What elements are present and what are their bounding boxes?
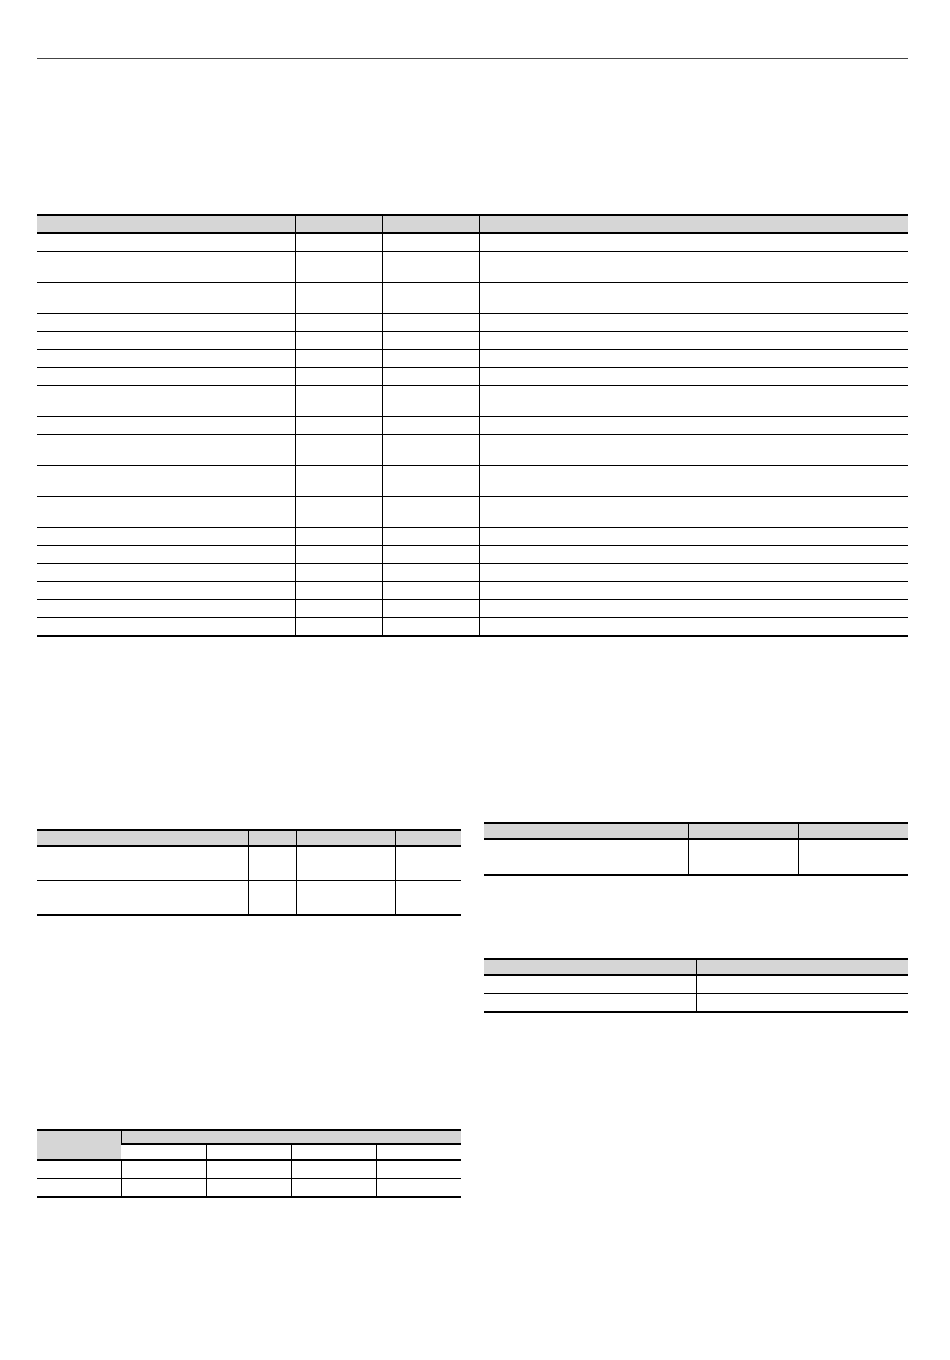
table-cell xyxy=(382,332,479,350)
table-cell xyxy=(479,582,908,600)
table-cell xyxy=(479,466,908,497)
table-cell xyxy=(37,314,295,332)
table-cell xyxy=(37,386,295,417)
table-cell xyxy=(295,332,382,350)
table-cell xyxy=(37,1160,121,1179)
table-row xyxy=(37,497,908,528)
table-cell xyxy=(376,1160,461,1179)
table-cell xyxy=(295,386,382,417)
table-row xyxy=(484,839,908,875)
table-cell xyxy=(295,233,382,252)
table-cell xyxy=(382,368,479,386)
table-cell xyxy=(479,528,908,546)
table-cell xyxy=(295,466,382,497)
header-cell xyxy=(37,830,248,846)
table-cell xyxy=(37,846,248,881)
header-cell xyxy=(798,823,908,839)
table-row xyxy=(37,283,908,314)
table-cell xyxy=(37,600,295,618)
table-cell xyxy=(295,618,382,637)
table-cell xyxy=(479,600,908,618)
table-cell xyxy=(295,497,382,528)
subheader-cell xyxy=(121,1144,206,1160)
table-cell xyxy=(382,435,479,466)
table-cell xyxy=(382,582,479,600)
table-cell xyxy=(37,564,295,582)
table-cell xyxy=(291,1179,376,1198)
table-cell xyxy=(479,386,908,417)
table-row xyxy=(37,1160,461,1179)
table-cell xyxy=(295,546,382,564)
header-cell xyxy=(382,215,479,233)
table-cell xyxy=(484,839,688,875)
table-cell xyxy=(479,368,908,386)
bottom-table xyxy=(37,1129,461,1198)
table-cell xyxy=(37,332,295,350)
table-header-row xyxy=(37,215,908,233)
table-cell xyxy=(296,846,395,881)
subheader-cell xyxy=(206,1144,291,1160)
table-cell xyxy=(295,564,382,582)
table-row xyxy=(37,846,461,881)
subheader-cell xyxy=(376,1144,461,1160)
table-cell xyxy=(295,252,382,283)
table-cell xyxy=(37,497,295,528)
table-row xyxy=(37,435,908,466)
table-cell xyxy=(479,314,908,332)
row-header-cell xyxy=(37,1130,121,1160)
table-cell xyxy=(382,528,479,546)
header-cell xyxy=(484,823,688,839)
table-cell xyxy=(376,1179,461,1198)
header-cell xyxy=(484,959,696,975)
header-cell xyxy=(696,959,908,975)
table-row xyxy=(37,466,908,497)
table-cell xyxy=(295,314,382,332)
subheader-cell xyxy=(291,1144,376,1160)
table-row xyxy=(37,1179,461,1198)
table-row xyxy=(37,252,908,283)
table-cell xyxy=(248,846,296,881)
table-row xyxy=(37,582,908,600)
header-cell xyxy=(295,215,382,233)
table-cell xyxy=(295,417,382,435)
table-cell xyxy=(295,528,382,546)
table-header-row xyxy=(37,830,461,846)
table-cell xyxy=(382,314,479,332)
header-cell xyxy=(248,830,296,846)
table-cell xyxy=(479,332,908,350)
table-row xyxy=(37,546,908,564)
table-cell xyxy=(37,1179,121,1198)
table-cell xyxy=(382,233,479,252)
table-cell xyxy=(37,435,295,466)
table-cell xyxy=(382,386,479,417)
table-cell xyxy=(121,1160,206,1179)
table-cell xyxy=(484,975,696,994)
table-row xyxy=(37,233,908,252)
table-cell xyxy=(479,435,908,466)
table-row xyxy=(37,618,908,637)
table-row xyxy=(37,564,908,582)
table-cell xyxy=(295,435,382,466)
table-cell xyxy=(37,283,295,314)
table-cell xyxy=(295,283,382,314)
table-cell xyxy=(121,1179,206,1198)
table-row xyxy=(37,386,908,417)
table-header-row xyxy=(484,823,908,839)
table-cell xyxy=(382,546,479,564)
header-cell xyxy=(688,823,798,839)
header-cell xyxy=(296,830,395,846)
table-cell xyxy=(382,618,479,637)
table-row xyxy=(37,417,908,435)
table-cell xyxy=(37,417,295,435)
table-cell xyxy=(37,368,295,386)
table-cell xyxy=(382,497,479,528)
header-cell xyxy=(479,215,908,233)
right-table-b xyxy=(484,958,908,1013)
table-cell xyxy=(37,528,295,546)
table-cell xyxy=(479,252,908,283)
table-header-group-row xyxy=(37,1130,461,1144)
table-header-row xyxy=(484,959,908,975)
table-row xyxy=(484,994,908,1013)
table-cell xyxy=(37,881,248,916)
left-table xyxy=(37,829,461,916)
table-cell xyxy=(295,368,382,386)
table-row xyxy=(37,350,908,368)
group-header-cell xyxy=(121,1130,461,1144)
table-cell xyxy=(798,839,908,875)
table-cell xyxy=(479,417,908,435)
table-row xyxy=(37,600,908,618)
table-row xyxy=(37,881,461,916)
table-cell xyxy=(696,975,908,994)
table-cell xyxy=(37,546,295,564)
table-cell xyxy=(382,283,479,314)
table-cell xyxy=(382,350,479,368)
table-cell xyxy=(206,1179,291,1198)
table-cell xyxy=(696,994,908,1013)
table-cell xyxy=(37,252,295,283)
table-cell xyxy=(382,564,479,582)
table-row xyxy=(37,332,908,350)
page-top-rule xyxy=(37,58,908,59)
table-row xyxy=(484,975,908,994)
header-cell xyxy=(37,215,295,233)
table-cell xyxy=(295,582,382,600)
table-cell xyxy=(296,881,395,916)
table-cell xyxy=(37,582,295,600)
table-cell xyxy=(479,618,908,637)
table-cell xyxy=(382,417,479,435)
table-cell xyxy=(37,233,295,252)
table-cell xyxy=(479,546,908,564)
table-cell xyxy=(37,350,295,368)
table-cell xyxy=(382,600,479,618)
table-cell xyxy=(479,497,908,528)
table-cell xyxy=(484,994,696,1013)
main-table xyxy=(37,214,908,637)
table-cell xyxy=(479,233,908,252)
table-cell xyxy=(479,564,908,582)
table-row xyxy=(37,368,908,386)
table-cell xyxy=(382,252,479,283)
table-cell xyxy=(479,350,908,368)
table-cell xyxy=(291,1160,376,1179)
table-row xyxy=(37,528,908,546)
table-cell xyxy=(37,466,295,497)
table-cell xyxy=(206,1160,291,1179)
table-cell xyxy=(395,846,461,881)
header-cell xyxy=(395,830,461,846)
table-cell xyxy=(688,839,798,875)
table-cell xyxy=(395,881,461,916)
right-table-a xyxy=(484,822,908,876)
table-cell xyxy=(382,466,479,497)
table-cell xyxy=(479,283,908,314)
table-cell xyxy=(37,618,295,637)
table-cell xyxy=(295,350,382,368)
table-row xyxy=(37,314,908,332)
table-cell xyxy=(295,600,382,618)
table-cell xyxy=(248,881,296,916)
